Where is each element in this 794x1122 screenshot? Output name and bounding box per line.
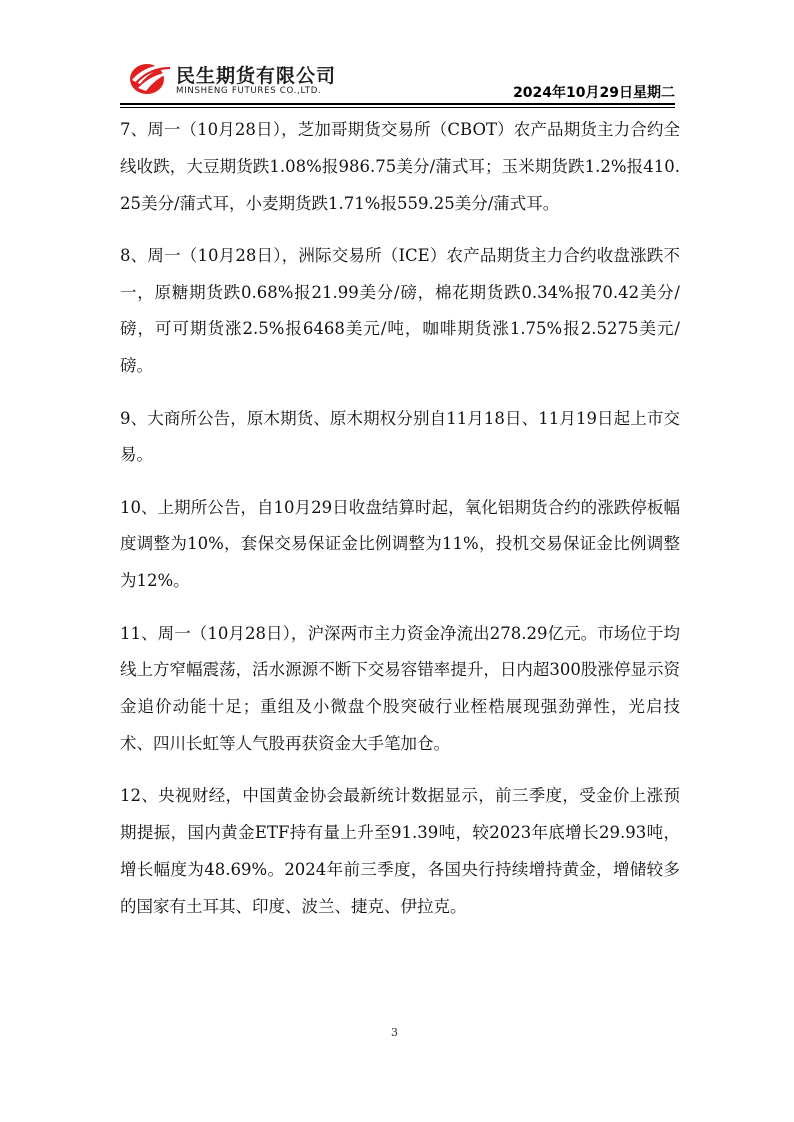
company-name-cn: 民生期货有限公司 <box>176 65 337 87</box>
news-content <box>120 112 680 941</box>
page-header <box>120 52 675 102</box>
report-date: 2024年10月29日星期二 <box>513 85 675 101</box>
news-item-8: 8、周一（10月28日），洲际交易所（ICE）农产品期货主力合约收盘涨跌不一，原糖期货跌0.68%报21.99美分/磅，棉花期货跌0.34%报70.42美分/磅，可可期货涨2.5%报6468美元/吨，咖啡期货涨1.75%报2.5275美元/磅。 <box>120 245 680 376</box>
news-item-7: 7、周一（10月28日），芝加哥期货交易所（CBOT）农产品期货主力合约全线收跌，大豆期货跌1.08%报986.75美分/蒲式耳；玉米期货跌1.2%报410.25美分/蒲式耳，小麦期货跌1.71%报559.25美分/蒲式耳。 <box>120 120 680 213</box>
header-rule-thick <box>120 103 675 105</box>
minsheng-logo-icon <box>126 58 172 98</box>
company-name-en: MINSHENG FUTURES CO.,LTD. <box>176 86 322 96</box>
news-item-10: 10、上期所公告，自10月29日收盘结算时起，氧化铝期货合约的涨跌停板幅度调整为10%，套保交易保证金比例调整为11%，投机交易保证金比例调整为12%。 <box>120 497 680 591</box>
news-item-9: 9、大商所公告，原木期货、原木期权分别自11月18日、11月19日起上市交易。 <box>120 408 680 465</box>
news-item-12: 12、央视财经，中国黄金协会最新统计数据显示，前三季度，受金价上涨预期提振，国内黄金ETF持有量上升至91.39吨，较2023年底增长29.93吨，增长幅度为48.69%。2024年前三季度，各国央行持续增持黄金，增储较多的国家有土耳其、印度、波兰、捷克、伊拉克。 <box>120 786 680 916</box>
page-number: 3 <box>391 1026 398 1039</box>
news-item-11: 11、周一（10月28日），沪深两市主力资金净流出278.29亿元。市场位于均线上方窄幅震荡，活水源源不断下交易容错率提升，日内超300股涨停显示资金追价动能十足；重组及小微盘个股突破行业桎梏展现强劲弹性，光启技术、四川长虹等人气股再获资金大手笔加仓。 <box>120 623 680 753</box>
company-logo <box>126 58 366 98</box>
header-rule-thin <box>120 107 675 108</box>
